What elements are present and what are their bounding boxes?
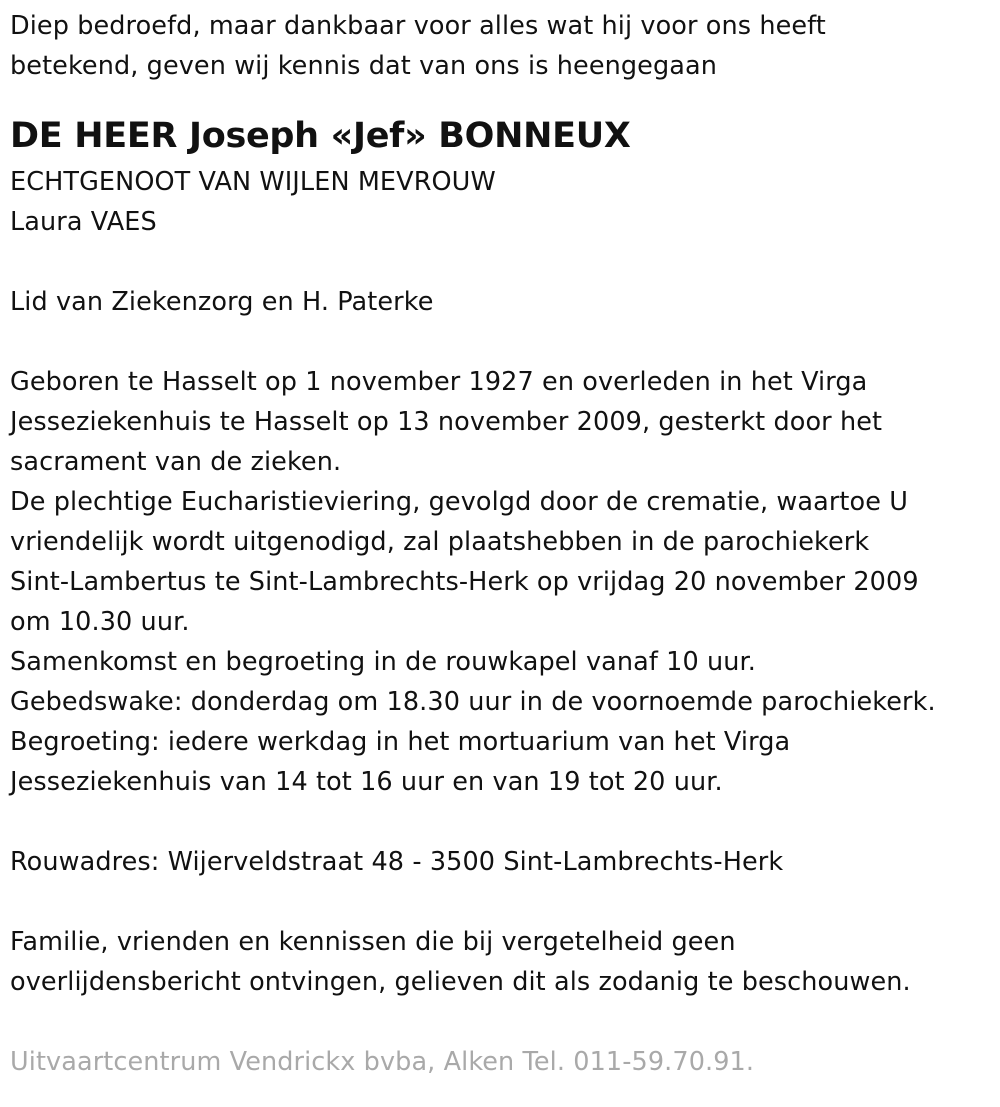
- mourning-address: Rouwadres: Wijerveldstraat 48 - 3500 Sint-Lambrechts-Herk: [10, 847, 784, 877]
- details-line: Jesseziekenhuis te Hasselt op 13 november 2009, gesterkt door het: [10, 407, 883, 437]
- funeral-home-footer: Uitvaartcentrum Vendrickx bvba, Alken Tel. 011-59.70.91.: [10, 1047, 755, 1077]
- intro-paragraph: [10, 6, 995, 86]
- closing-line: overlijdensbericht ontvingen, gelieven dit als zodanig te beschouwen.: [10, 967, 911, 997]
- details-line: De plechtige Eucharistieviering, gevolgd door de crematie, waartoe U: [10, 487, 908, 517]
- details-line: Gebedswake: donderdag om 18.30 uur in de voornoemde parochiekerk.: [10, 687, 936, 717]
- details-line: Jesseziekenhuis van 14 tot 16 uur en van 19 tot 20 uur.: [10, 767, 723, 797]
- details-paragraph: [10, 362, 995, 802]
- spacer: [10, 882, 995, 922]
- details-line: om 10.30 uur.: [10, 607, 190, 637]
- details-line: vriendelijk wordt uitgenodigd, zal plaatshebben in de parochiekerk: [10, 527, 870, 557]
- membership-line: Lid van Ziekenzorg en H. Paterke: [10, 287, 434, 317]
- spacer: [10, 242, 995, 282]
- closing-line: Familie, vrienden en kennissen die bij vergetelheid geen: [10, 927, 736, 957]
- details-line: Geboren te Hasselt op 1 november 1927 en overleden in het Virga: [10, 367, 868, 397]
- details-line: Sint-Lambertus te Sint-Lambrechts-Herk op vrijdag 20 november 2009: [10, 567, 919, 597]
- spacer: [10, 1002, 995, 1042]
- details-line: sacrament van de zieken.: [10, 447, 342, 477]
- intro-line: betekend, geven wij kennis dat van ons is heengegaan: [10, 51, 717, 81]
- spacer: [10, 802, 995, 842]
- details-line: Begroeting: iedere werkdag in het mortuarium van het Virga: [10, 727, 791, 757]
- spouse-title: ECHTGENOOT VAN WIJLEN MEVROUW: [10, 167, 496, 197]
- spouse-block: [10, 162, 995, 242]
- deceased-name: DE HEER Joseph «Jef» BONNEUX: [10, 116, 631, 156]
- spouse-name: Laura VAES: [10, 207, 157, 237]
- closing-paragraph: [10, 922, 995, 1002]
- details-line: Samenkomst en begroeting in de rouwkapel vanaf 10 uur.: [10, 647, 756, 677]
- death-notice: [10, 6, 995, 1082]
- spacer: [10, 322, 995, 362]
- intro-line: Diep bedroefd, maar dankbaar voor alles wat hij voor ons heeft: [10, 11, 826, 41]
